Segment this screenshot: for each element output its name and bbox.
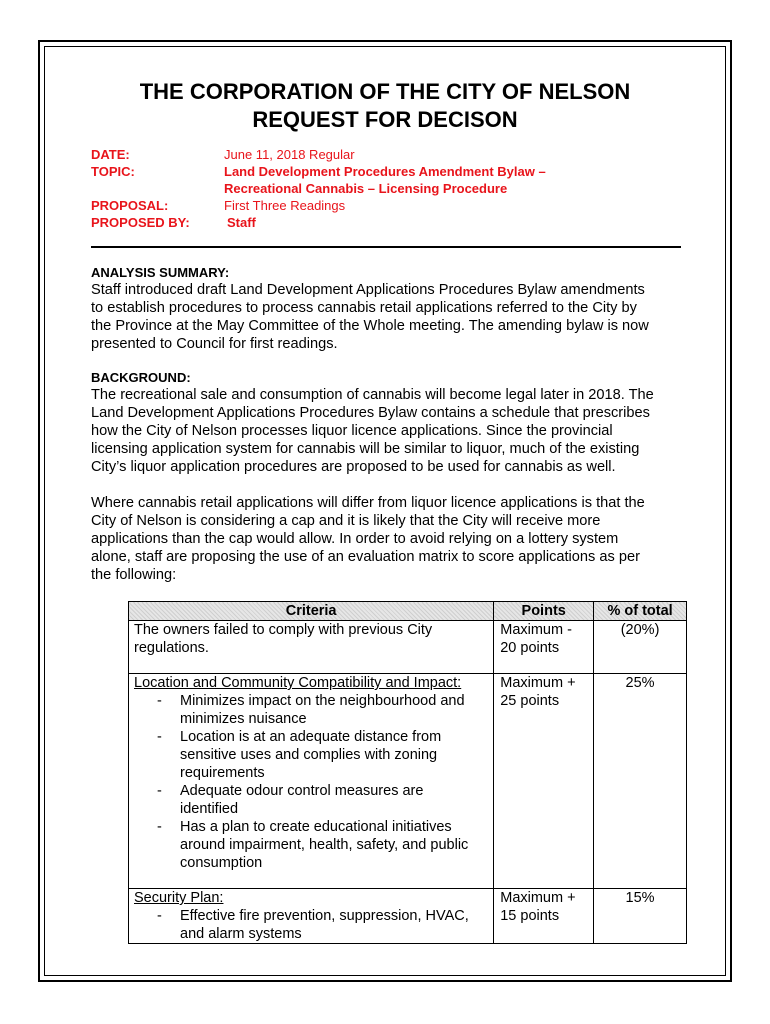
criteria-cell [129,674,494,889]
list-item-text: identified [180,801,239,817]
page-title-line2: REQUEST FOR DECISON [252,107,518,132]
topic-label: TOPIC: [91,164,135,179]
points-cell [494,621,594,674]
list-item-text: - Adequate odour control measures are [180,783,424,799]
background-line: how the City of Nelson processes liquor licence applications. Since the provincial [91,423,613,439]
criteria-table [128,601,687,944]
points-cell [494,674,594,889]
background-line: licensing application system for cannabis will be similar to liquor, much of the existing [91,441,640,457]
proposal-value: First Three Readings [224,198,346,213]
background-line: Land Development Applications Procedures Bylaw contains a schedule that prescribes [91,405,650,421]
list-item [180,692,488,728]
list-item [180,728,488,782]
analysis-line: Staff introduced draft Land Development Applications Procedures Bylaw amendments [91,282,645,298]
list-item-text: minimizes nuisance [180,711,307,727]
topic-value-line2: Recreational Cannabis – Licensing Procedure [224,181,508,196]
points-text: 25 points [500,693,560,709]
section-divider [91,246,681,248]
criteria-list [134,907,488,943]
points-cell [494,889,594,944]
criteria-list [134,692,488,872]
list-item-text: - Has a plan to create educational initiatives [180,819,452,835]
background-line: Where cannabis retail applications will differ from liquor licence applications is that the [91,495,645,511]
proposed-by-value: Staff [227,215,256,230]
criteria-header: Criteria [129,602,494,621]
list-item-text: - Location is at an adequate distance from [180,729,442,745]
list-item-text: - Effective fire prevention, suppression, HVAC, [180,908,469,924]
topic-value-line1: Land Development Procedures Amendment Bylaw – [224,164,546,179]
analysis-line: presented to Council for first readings. [91,336,338,352]
table-header-row [129,602,687,621]
percent-cell: 25% [594,674,687,889]
list-item [180,818,488,872]
list-item-text: requirements [180,765,265,781]
points-header: Points [494,602,594,621]
background-line: The recreational sale and consumption of cannabis will become legal later in 2018. The [91,387,654,403]
percent-cell: 15% [594,889,687,944]
criteria-text: The owners failed to comply with previous City [134,622,433,638]
criteria-heading: Location and Community Compatibility and Impact: [134,675,462,691]
background-line: City’s liquor application procedures are proposed to be used for cannabis as well. [91,459,616,475]
proposal-label: PROPOSAL: [91,198,169,213]
list-item-text: around impairment, health, safety, and public [180,837,469,853]
percent-header: % of total [594,602,687,621]
proposed-by-label: PROPOSED BY: [91,215,190,230]
criteria-heading: Security Plan: [134,890,224,906]
table-row [129,621,687,674]
list-item-text: consumption [180,855,263,871]
analysis-line: the Province at the May Committee of the Whole meeting. The amending bylaw is now [91,318,649,334]
background-line: alone, staff are proposing the use of an evaluation matrix to score applications as per [91,549,640,565]
list-item [180,907,488,943]
points-text: Maximum + [500,890,576,906]
criteria-cell [129,621,494,674]
table-row [129,889,687,944]
list-item-text: and alarm systems [180,926,302,942]
points-text: 20 points [500,640,560,656]
background-line: the following: [91,567,177,583]
points-text: Maximum - [500,622,572,638]
list-item-text: sensitive uses and complies with zoning [180,747,438,763]
analysis-heading: ANALYSIS SUMMARY: [91,265,230,280]
percent-cell: (20%) [594,621,687,674]
list-item-text: - Minimizes impact on the neighbourhood and [180,693,465,709]
background-line: applications than the cap would allow. In order to avoid relying on a lottery system [91,531,619,547]
criteria-text: regulations. [134,640,209,656]
points-text: Maximum + [500,675,576,691]
background-paragraph-2 [91,494,683,584]
analysis-line: to establish procedures to process cannabis retail applications referred to the City by [91,300,637,316]
date-label: DATE: [91,147,130,162]
criteria-cell [129,889,494,944]
points-text: 15 points [500,908,560,924]
analysis-paragraph [91,281,683,353]
page-title-line1: THE CORPORATION OF THE CITY OF NELSON [139,79,631,104]
background-paragraph-1 [91,386,683,476]
list-item [180,782,488,818]
background-heading: BACKGROUND: [91,370,191,385]
table-row [129,674,687,889]
date-value: June 11, 2018 Regular [224,147,355,162]
background-line: City of Nelson is considering a cap and it is likely that the City will receive more [91,513,601,529]
